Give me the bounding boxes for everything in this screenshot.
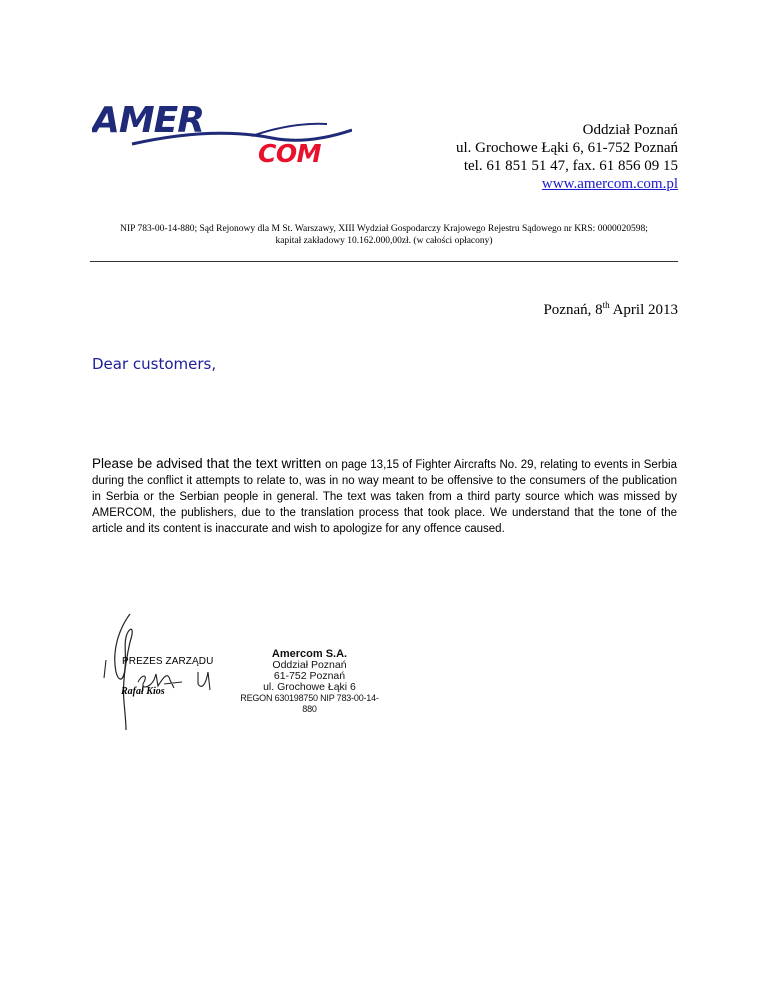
registry-line-1: NIP 783-00-14-880; Sąd Rejonowy dla M St. Warszawy, XIII Wydział Gospodarczy Krajowego Rejestru Sądowego nr KRS: 0000020598; bbox=[120, 224, 648, 234]
stamp-postal: 61-752 Poznań bbox=[273, 670, 346, 682]
body-text: on page 13,15 of Fighter Aircrafts No. 29, relating to events in Serbia during the conflict it attempts to relate to, was in no way meant to be offensive to the consumers of the publication in Serbia or the Serbian people in general. The text was taken from a third party source which was missed by AMERCOM, the publishers, due to the translation process that took place. We understand that the tone of the article and its content is inaccurate and wish to apologize for any offence caused. bbox=[92, 459, 677, 535]
date-ordinal: th bbox=[602, 300, 610, 310]
street-address: ul. Grochowe Łąki 6, 61-752 Poznań bbox=[455, 140, 678, 156]
registry-line-2: kapitał zakładowy 10.162.000,00zł. (w całości opłacony) bbox=[275, 236, 493, 246]
signature-role: PREZES ZARZĄDU bbox=[122, 656, 214, 667]
letter-body bbox=[92, 456, 677, 537]
company-stamp bbox=[237, 649, 382, 715]
logo-swoosh-upper bbox=[252, 124, 327, 136]
handwritten-signature bbox=[98, 612, 228, 732]
website-link[interactable]: www.amercom.com.pl bbox=[541, 176, 678, 192]
branch-name: Oddział Poznań bbox=[582, 122, 678, 138]
stamp-branch: Oddział Poznań bbox=[272, 659, 347, 671]
address-block bbox=[456, 121, 678, 193]
body-lead: Please be advised that the text written bbox=[92, 456, 326, 471]
amercom-logo bbox=[92, 100, 352, 164]
greeting: Dear customers, bbox=[92, 355, 217, 373]
header-divider bbox=[90, 261, 678, 262]
date-prefix: Poznań, 8 bbox=[543, 302, 603, 318]
date-suffix: April 2013 bbox=[609, 302, 678, 318]
stamp-street: ul. Grochowe Łąki 6 bbox=[263, 681, 356, 693]
signature-name: Rafał Kios bbox=[121, 686, 165, 697]
stamp-company: Amercom S.A. bbox=[271, 648, 348, 660]
logo-text-amer: AMER bbox=[92, 100, 204, 141]
stamp-registration: REGON 630198750 NIP 783-00-14-880 bbox=[240, 693, 379, 714]
letter-date bbox=[543, 300, 678, 319]
phone-fax: tel. 61 851 51 47, fax. 61 856 09 15 bbox=[463, 158, 678, 174]
logo-text-com: COM bbox=[258, 139, 321, 164]
registry-info bbox=[60, 223, 708, 247]
